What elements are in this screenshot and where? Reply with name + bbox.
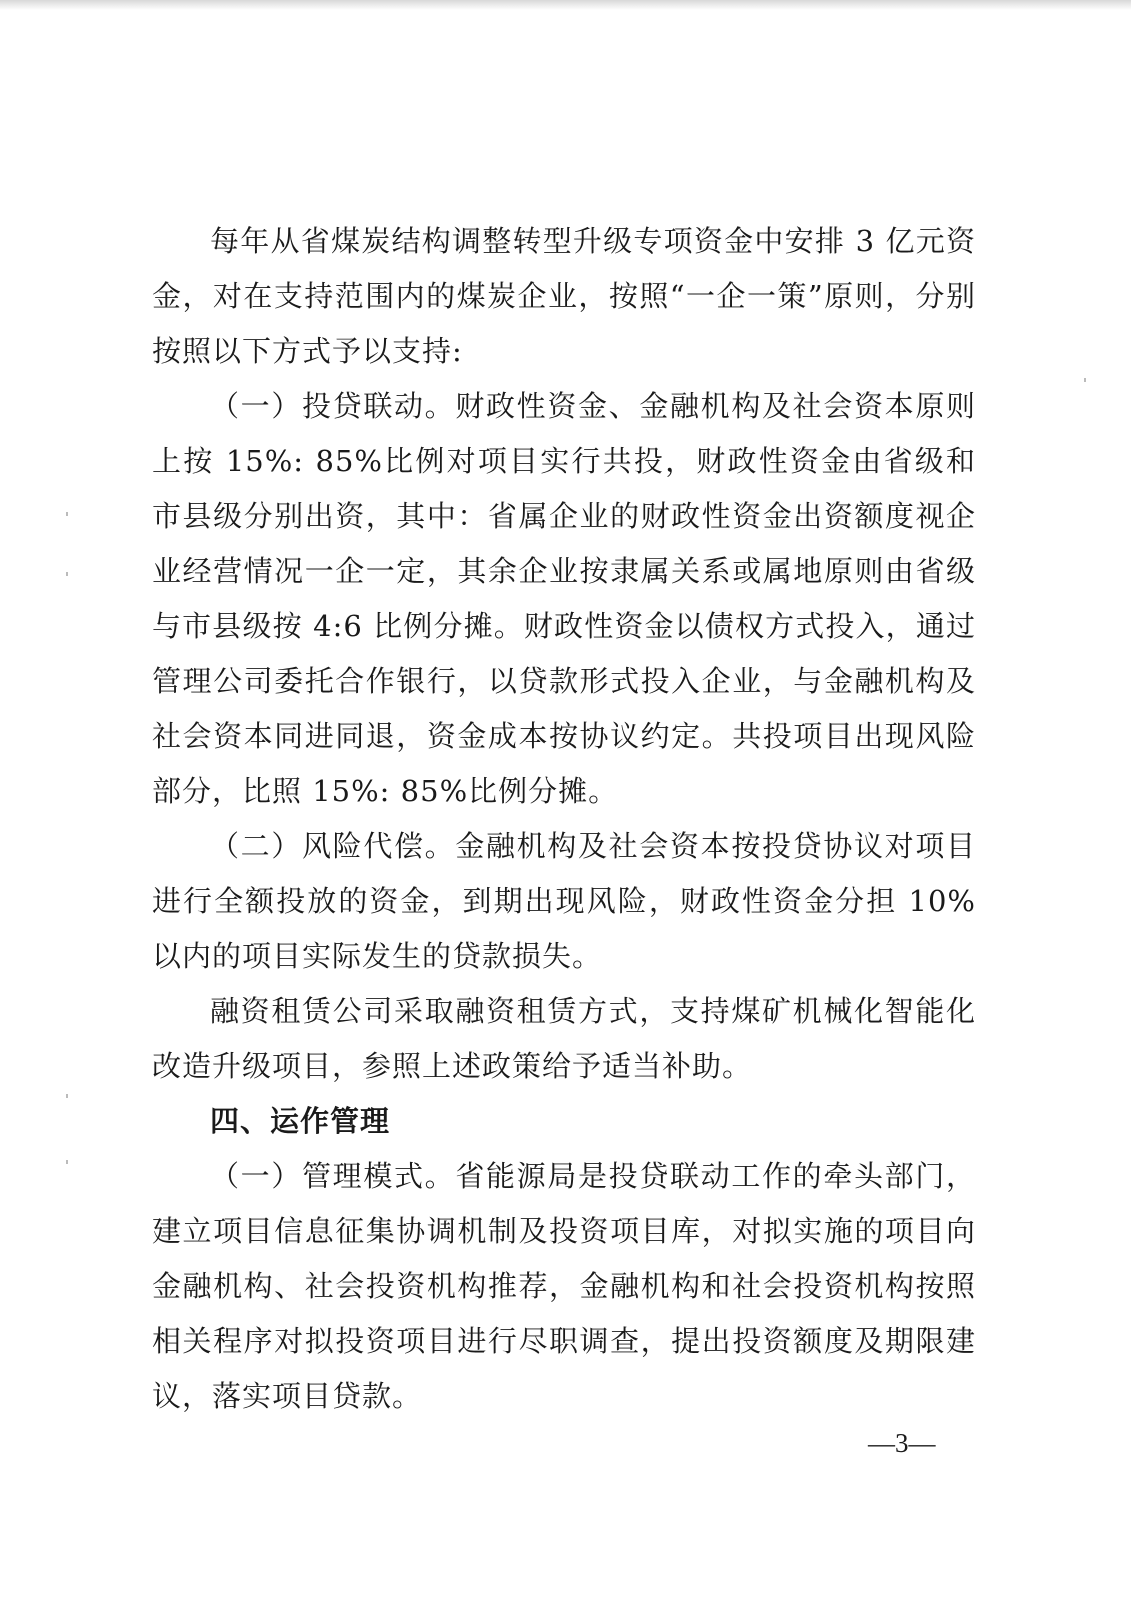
scan-speck [66, 1160, 68, 1164]
scan-speck [1084, 378, 1086, 382]
paragraph-funding-arrangement: 每年从省煤炭结构调整转型升级专项资金中安排 3 亿元资金，对在支持范围内的煤炭企业，按照“一企一策”原则，分别按照以下方式予以支持: [152, 224, 976, 368]
page-number: —3— [868, 1428, 936, 1458]
paragraph-risk-compensation: （二）风险代偿。金融机构及社会资本按投贷协议对项目进行全额投放的资金，到期出现风险，财政性资金分担 10%以内的项目实际发生的贷款损失。 [152, 829, 976, 973]
scan-speck [66, 572, 68, 576]
scan-speck [66, 1094, 68, 1098]
paragraph-management-mode: （一）管理模式。省能源局是投贷联动工作的牵头部门，建立项目信息征集协调机制及投资项目库，对拟实施的项目向金融机构、社会投资机构推荐，金融机构和社会投资机构按照相关程序对拟投资项目进行尽职调查，提出投资额度及期限建议，落实项目贷款。 [152, 1159, 976, 1413]
section-heading-operation-management: 四、运作管理 [210, 1104, 391, 1138]
scan-speck [66, 512, 68, 516]
scan-top-edge [0, 0, 1131, 10]
paragraph-investment-loan-linkage: （一）投贷联动。财政性资金、金融机构及社会资本原则上按 15%: 85%比例对项目实行共投，财政性资金由省级和市县级分别出资，其中：省属企业的财政性资金出资额度视企业经营情况一企一定，其余企业按隶属关系或属地原则由省级与市县级按 4:6 比例分摊。财政性资金以债权方式投入，通过管理公司委托合作银行，以贷款形式投入企业，与金融机构及社会资本同进同退，资金成本按协议约定。共投项目出现风险部分，比照 15%: 85%比例分摊。 [152, 389, 976, 808]
paragraph-financial-leasing: 融资租赁公司采取融资租赁方式，支持煤矿机械化智能化改造升级项目，参照上述政策给予适当补助。 [152, 994, 976, 1083]
document-body [152, 214, 976, 1424]
